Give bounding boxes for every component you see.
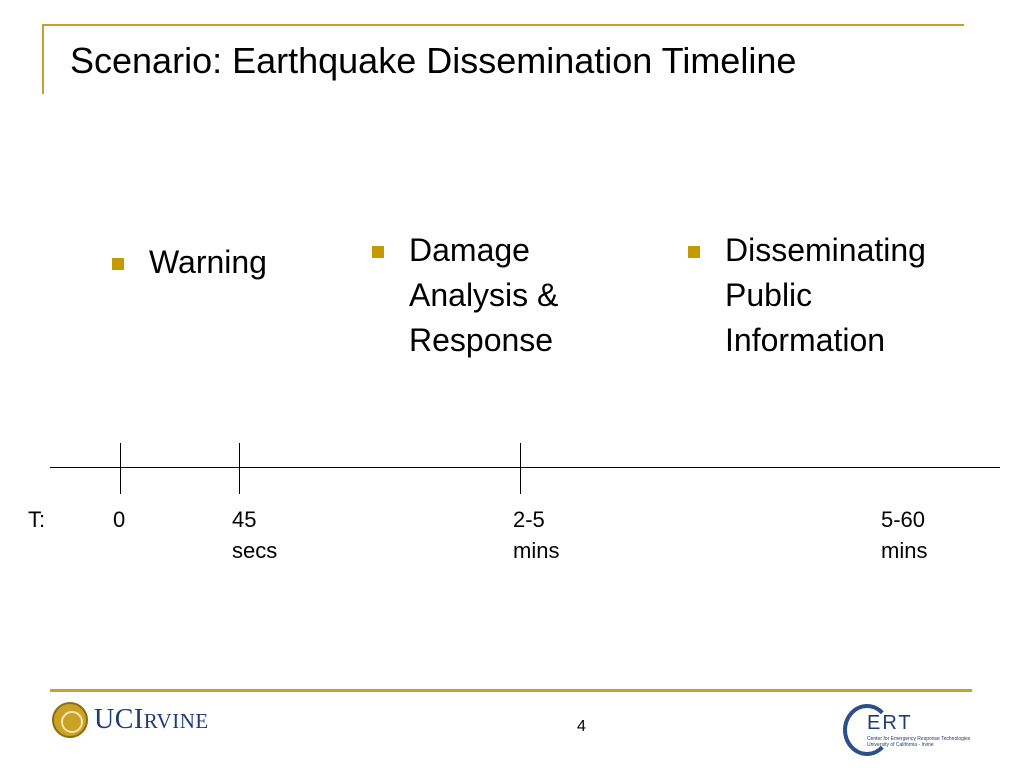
bullet-square-icon	[688, 246, 700, 258]
timeline-axis-label: T:	[28, 507, 46, 532]
bullet-label: Warning	[149, 244, 267, 280]
title-frame-left-rule	[42, 24, 44, 94]
ert-logo	[843, 700, 973, 760]
timeline-label-45-secs: 45 secs	[232, 507, 278, 563]
timeline-tick-2-5-mins	[520, 443, 521, 494]
uci-irvine-logo	[52, 702, 209, 738]
ert-logo-subtitle: Center for Emergency Response Technologies University of California - Irvine	[867, 736, 971, 748]
bullet-warning	[112, 240, 267, 285]
ert-logo-name: ERT	[867, 712, 913, 734]
footer-rule	[50, 689, 972, 692]
timeline-tick-0	[120, 443, 121, 494]
bullet-label: Damage Analysis & Response	[409, 232, 559, 358]
bullet-label: Disseminating Public Information	[725, 232, 926, 358]
timeline-label-5-60-mins: 5-60 mins	[881, 507, 928, 563]
bullet-disseminating	[688, 228, 926, 363]
timeline-label-2-5-mins: 2-5 mins	[513, 507, 560, 563]
uci-seal-icon	[52, 702, 88, 738]
bullet-square-icon	[372, 246, 384, 258]
timeline-label-0: 0	[113, 507, 126, 532]
title-frame-top-rule	[42, 24, 964, 26]
bullet-damage-analysis	[372, 228, 558, 363]
timeline-tick-45-secs	[239, 443, 240, 494]
timeline-axis	[50, 467, 1000, 468]
slide-title: Scenario: Earthquake Dissemination Timeline	[70, 40, 797, 81]
bullet-square-icon	[112, 258, 124, 270]
uci-logo-wordmark: UCIRVINE	[94, 704, 209, 735]
page-number: 4	[577, 718, 586, 735]
